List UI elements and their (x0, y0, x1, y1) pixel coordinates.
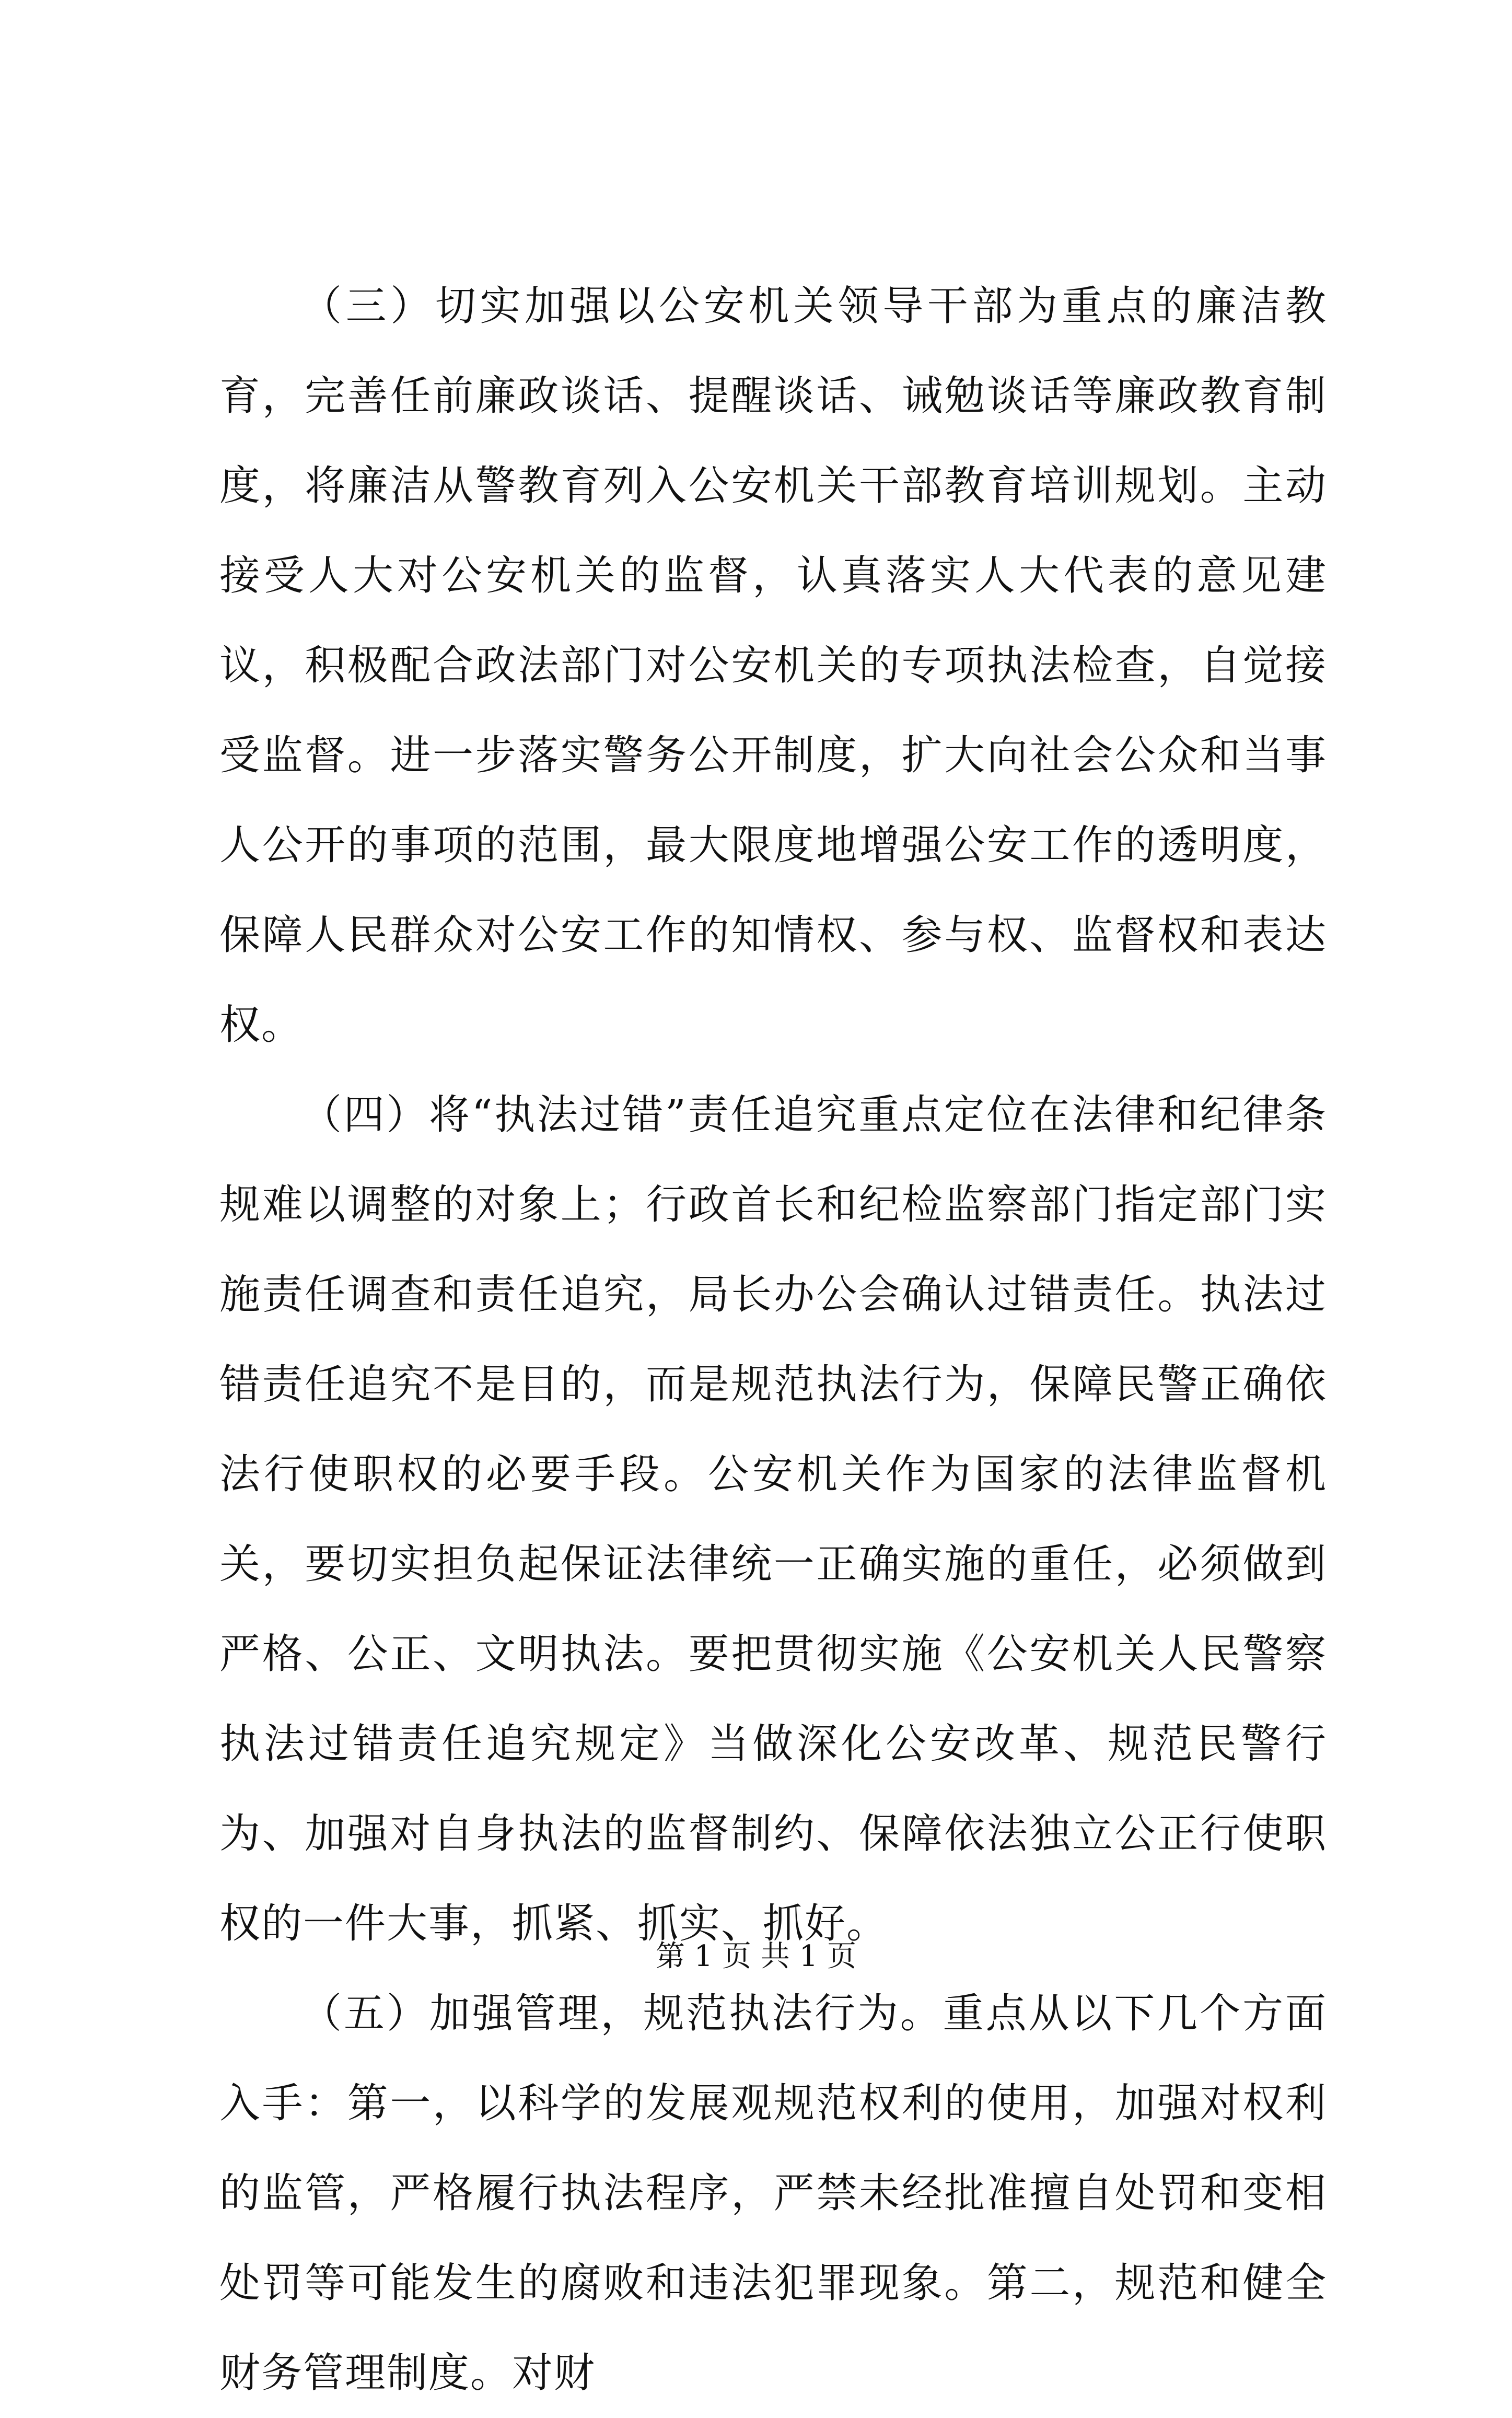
paragraph-five: （五）加强管理，规范执法行为。重点从以下几个方面入手：第一，以科学的发展观规范权利的使用，加强对权利的监管，严格履行执法程序，严禁未经批准擅自处罚和变相处罚等可能发生的腐败和违法犯罪现象。第二，规范和健全财务管理制度。对财 (219, 1990, 1327, 2397)
paragraph-four: （四）将“执法过错”责任追究重点定位在法律和纪律条规难以调整的对象上；行政首长和纪检监察部门指定部门实施责任调查和责任追究，局长办公会确认过错责任。执法过错责任追究不是目的，而是规范执法行为，保障民警正确依法行使职权的必要手段。公安机关作为国家的法律监督机关，要切实担负起保证法律统一正确实施的重任，必须做到严格、公正、文明执法。要把贯彻实施《公安机关人民警察执法过错责任追究规定》当做深化公安改革、规范民警行为、加强对自身执法的监督制约、保障依法独立公正行使职权的一件大事，抓紧、抓实、抓好。 (219, 1091, 1327, 1947)
paragraph-three: （三）切实加强以公安机关领导干部为重点的廉洁教育，完善任前廉政谈话、提醒谈话、诫勉谈话等廉政教育制度，将廉洁从警教育列入公安机关干部教育培训规划。主动接受人大对公安机关的监督，认真落实人大代表的意见建议，积极配合政法部门对公安机关的专项执法检查，自觉接受监督。进一步落实警务公开制度，扩大向社会公众和当事人公开的事项的范围，最大限度地增强公安工作的透明度，保障人民群众对公安工作的知情权、参与权、监督权和表达权。 (219, 283, 1327, 1049)
document-body (219, 261, 1327, 2418)
page-footer: 第 1 页 共 1 页 (655, 1939, 857, 1973)
